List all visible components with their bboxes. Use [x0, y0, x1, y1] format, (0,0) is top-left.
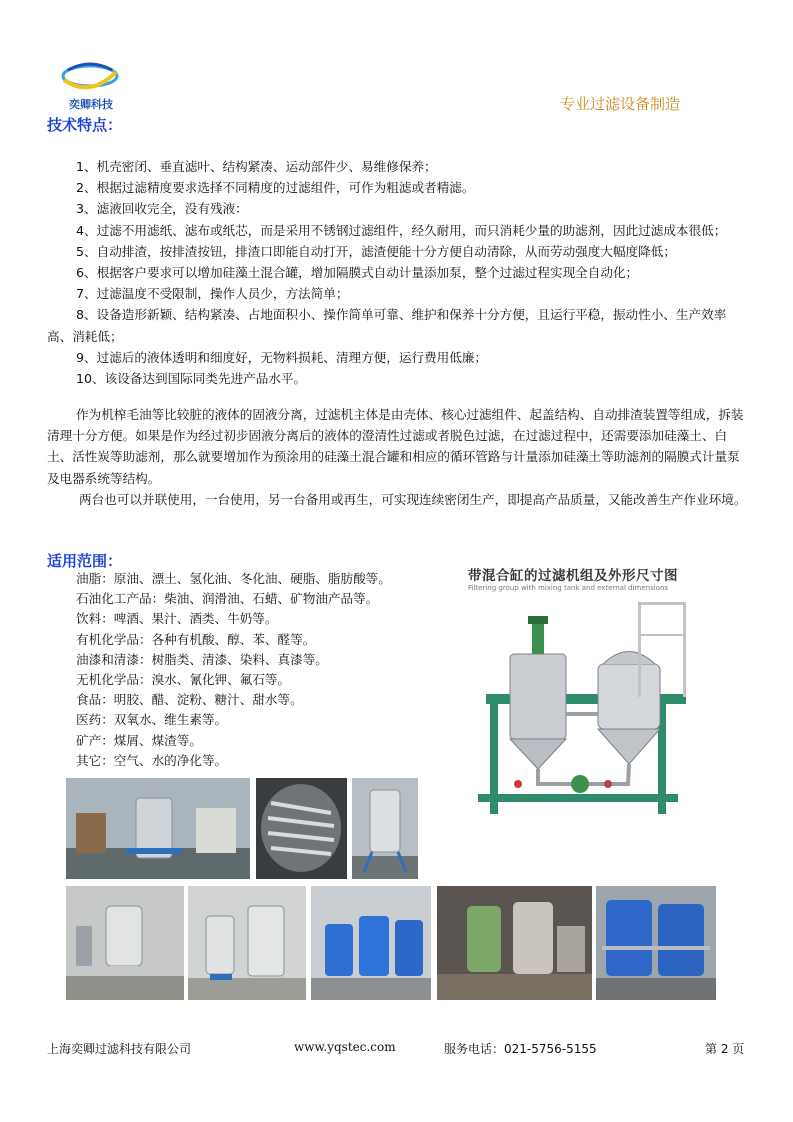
plant-photo-icon — [188, 886, 306, 1000]
photo-filter-leaves — [256, 778, 347, 879]
feature-item: 2、根据过滤精度要求选择不同精度的过滤组件，可作为粗滤或者精滤。 — [76, 180, 475, 196]
diagram-subtitle: Filtering group with mixing tank and external dimensions — [468, 584, 669, 592]
scope-item: 无机化学品：溴水、氰化钾、氟石等。 — [76, 672, 291, 688]
blue-tanks-photo-icon — [596, 886, 716, 1000]
filter-tank-photo-icon — [352, 778, 418, 879]
feature-item: 5、自动排渣，按排渣按钮，排渣口即能自动打开，滤渣便能十分方便自动清除，从而劳动强度大幅度降低； — [76, 243, 676, 259]
header-tagline: 专业过滤设备制造 — [560, 95, 681, 113]
scope-item: 饮料：啤酒、果汁、酒类、牛奶等。 — [76, 611, 278, 627]
photo-green-tanks — [437, 886, 592, 1000]
photo-blue-filter-pair — [596, 886, 716, 1000]
photo-blue-filters — [311, 886, 431, 1000]
page-footer — [0, 1040, 793, 1060]
tech-features-list — [47, 156, 751, 389]
photo-filter-plant-1 — [66, 886, 184, 1000]
filter-tank-photo-icon — [66, 778, 250, 879]
feature-item: 9、过滤后的液体透明和细度好，无物料损耗、清理方便，运行费用低廉； — [76, 349, 488, 365]
scope-list — [76, 569, 456, 771]
logo-text: 奕卿科技 — [69, 98, 113, 111]
blue-tanks-photo-icon — [311, 886, 431, 1000]
feature-item: 3、滤液回收完全，没有残液： — [76, 201, 248, 217]
plant-photo-icon — [66, 886, 184, 1000]
diagram-title: 带混合缸的过滤机组及外形尺寸图 — [468, 568, 678, 584]
scope-item: 矿产：煤屑、煤渣等。 — [76, 732, 202, 748]
feature-item: 7、过滤温度不受限制，操作人员少，方法简单； — [76, 286, 349, 302]
scope-item: 食品：明胶、醋、淀粉、糖汁、甜水等。 — [76, 692, 303, 708]
photo-workshop-filter — [66, 778, 250, 879]
footer-website: www.yqstec.com — [294, 1040, 396, 1054]
feature-item: 4、过滤不用滤纸、滤布或纸芯，而是采用不锈钢过滤组件，经久耐用，而只消耗少量的助滤剂，因此过滤成本很低； — [76, 222, 727, 238]
tech-features-title: 技术特点： — [47, 116, 123, 134]
scope-item: 油漆和清漆：树脂类、清漆、染料、真漆等。 — [76, 651, 328, 667]
footer-company: 上海奕卿过滤科技有限公司 — [47, 1042, 192, 1056]
feature-item: 8、设备造形新颖、结构紧凑、占地面积小、操作简单可靠、维护和保养十分方便，且运行平稳，振动性小、生产效率高、消耗低； — [47, 307, 727, 344]
scope-item: 医药：双氧水、维生素等。 — [76, 712, 228, 728]
parallel-use-paragraph: 两台也可以并联使用，一台使用，另一台备用或再生，可实现连续密闭生产，即提高产品质量，又能改善生产作业环境。 — [79, 492, 747, 507]
feature-item: 10、该设备达到国际同类先进产品水平。 — [76, 371, 307, 387]
scope-item: 有机化学品：各种有机酸、醇、苯、醛等。 — [76, 631, 316, 647]
structure-paragraph: 作为机榨毛油等比较脏的液体的固液分离，过滤机主体是由壳体、核心过滤组件、起盖结构、自动排渣装置等组成，拆装清理十分方便。如果是作为经过初步固液分离后的液体的澄清性过滤或者脱色过滤，在过滤过程中，还需要添加硅藻土、白土、活性炭等助滤剂，那么就要增加作为预涂用的硅藻土混合罐和相应的循环管路与计量添加硅藻土等助滤剂的隔膜式计量泵及电器系统等结构。 — [47, 407, 744, 486]
scope-title: 适用范围： — [47, 552, 123, 570]
filter-leaves-photo-icon — [256, 778, 347, 879]
green-tanks-photo-icon — [437, 886, 592, 1000]
footer-page-number: 第 2 页 — [705, 1042, 745, 1056]
footer-service-phone: 服务电话：021-5756-5155 — [444, 1042, 597, 1056]
photo-filter-plant-2 — [188, 886, 306, 1000]
photo-single-filter — [352, 778, 418, 879]
scope-item: 油脂：原油、漂土、氢化油、冬化油、硬脂、脂肪酸等。 — [76, 571, 391, 586]
filter-unit-diagram-icon — [468, 594, 718, 844]
feature-item: 1、机壳密闭、垂直滤叶、结构紧凑、运动部件少、易维修保养； — [76, 159, 437, 174]
scope-item: 其它：空气、水的净化等。 — [76, 752, 228, 768]
feature-item: 6、根据客户要求可以增加硅藻土混合罐，增加隔膜式自动计量添加泵，整个过滤过程实现全自动化； — [76, 265, 639, 281]
scope-item: 石油化工产品：柴油、润滑油、石蜡、矿物油产品等。 — [76, 591, 379, 607]
